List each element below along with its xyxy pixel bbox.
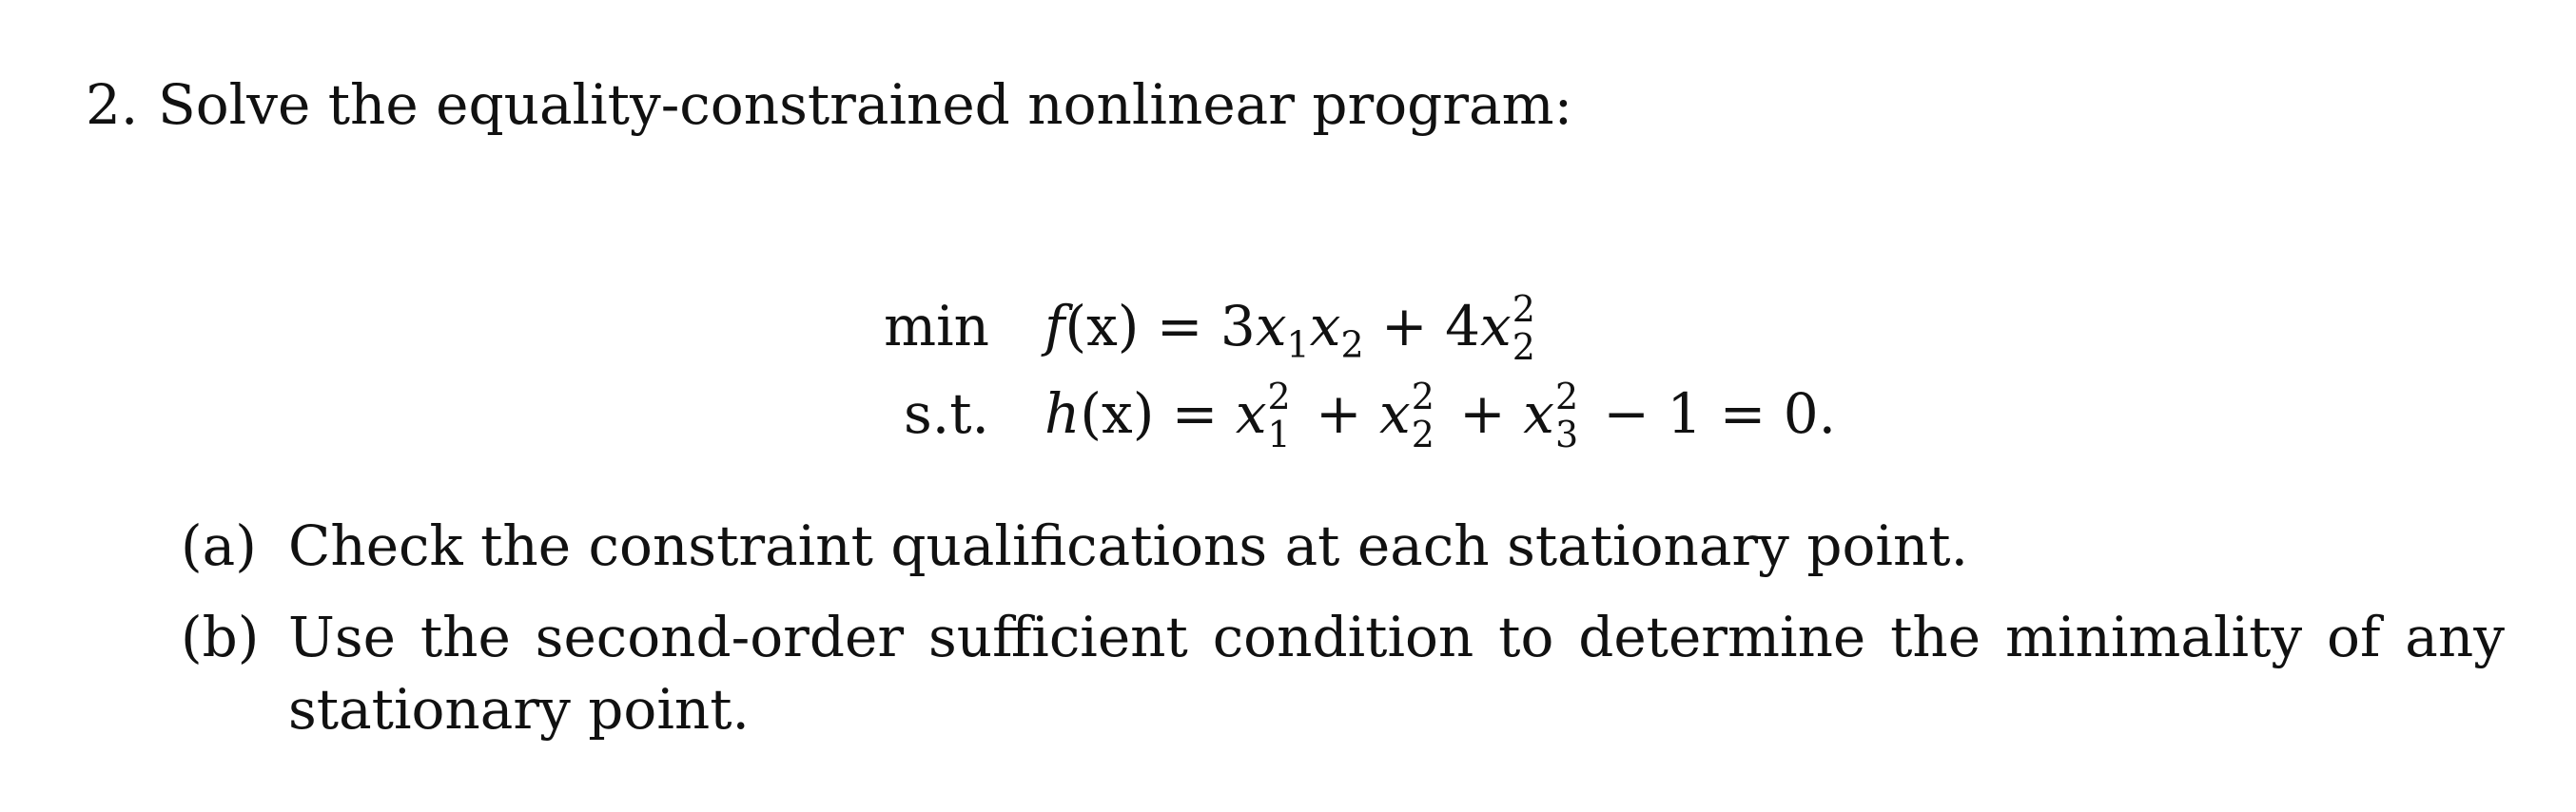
constraint-var-x2: x bbox=[1379, 381, 1411, 446]
objective-index: 2 bbox=[1512, 325, 1535, 368]
constraint-power-3: 2 bbox=[1554, 375, 1579, 417]
objective-row bbox=[0, 283, 2576, 369]
constraint-function-name: h bbox=[1044, 381, 1081, 446]
constraint-plus-2: + bbox=[1441, 381, 1524, 446]
objective-label: min bbox=[884, 294, 989, 358]
problem-statement bbox=[86, 67, 1572, 143]
constraint-var-x3: x bbox=[1523, 381, 1554, 446]
constraint-var-x1: x bbox=[1235, 381, 1267, 446]
constraint-plus-1: + bbox=[1298, 381, 1380, 446]
objective-argument: (x) bbox=[1064, 294, 1140, 358]
problem-heading-text: Solve the equality-constrained nonlinear program: bbox=[158, 72, 1573, 137]
objective-plus-term: + 4 bbox=[1363, 294, 1480, 358]
objective-equals: = 3 bbox=[1139, 294, 1256, 358]
objective-power: 2 bbox=[1512, 287, 1535, 330]
objective-sub-2: 2 bbox=[1340, 323, 1364, 366]
constraint-index-2: 2 bbox=[1411, 413, 1434, 455]
constraint-equals: = bbox=[1154, 381, 1236, 446]
subquestion-a-marker: (a) bbox=[181, 513, 257, 578]
subquestion-b-text: Use the second-order sufficient condition to determine the minimality of any stationary point. bbox=[288, 605, 2505, 742]
objective-var-x1: x bbox=[1255, 294, 1287, 358]
subquestion-b-marker: (b) bbox=[181, 605, 260, 669]
constraint-power-2: 2 bbox=[1411, 375, 1434, 417]
constraint-label: s.t. bbox=[904, 381, 989, 446]
objective-script bbox=[1512, 288, 1537, 374]
constraint-tail: − 1 = 0. bbox=[1585, 381, 1837, 446]
constraint-power-1: 2 bbox=[1267, 375, 1291, 417]
subquestion-a-text: Check the constraint qualifications at each stationary point. bbox=[288, 513, 1969, 578]
constraint-index-1: 1 bbox=[1267, 413, 1291, 455]
constraint-script-2 bbox=[1412, 376, 1436, 461]
constraint-script-1 bbox=[1268, 376, 1293, 461]
problem-number: 2. bbox=[86, 72, 139, 137]
objective-expression bbox=[1044, 283, 1543, 374]
constraint-expression bbox=[1044, 371, 1836, 461]
constraint-row bbox=[0, 371, 2576, 456]
objective-var-x2: x bbox=[1309, 294, 1341, 358]
constraint-index-3: 3 bbox=[1554, 413, 1579, 455]
objective-sub-1: 1 bbox=[1286, 323, 1310, 366]
constraint-argument: (x) bbox=[1080, 381, 1155, 446]
objective-function-name: f bbox=[1044, 294, 1065, 358]
constraint-script-3 bbox=[1555, 376, 1580, 461]
objective-var-x2-squared: x bbox=[1480, 294, 1512, 358]
